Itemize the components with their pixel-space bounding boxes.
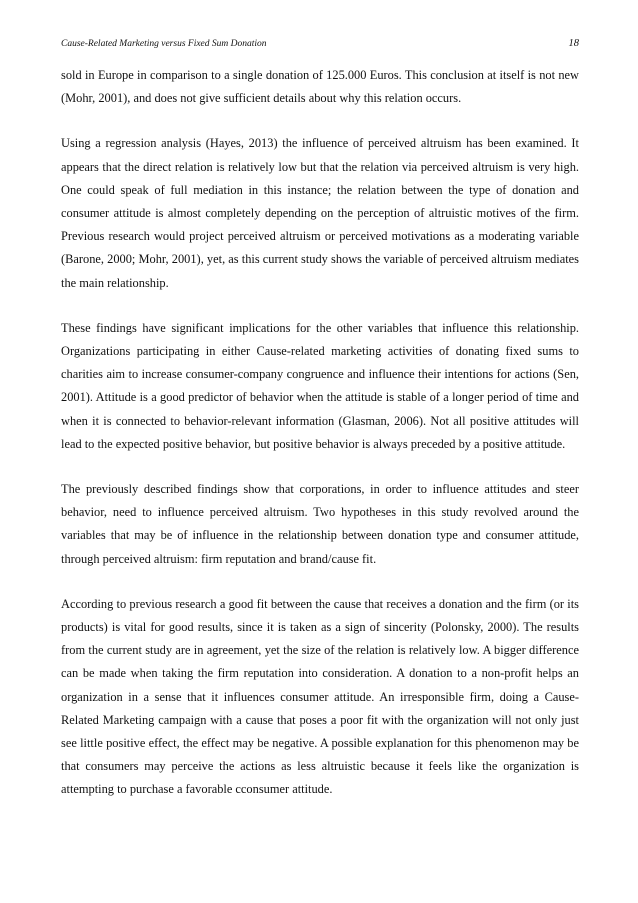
paragraph-regression-analysis: Using a regression analysis (Hayes, 2013) the influence of perceived altruism has been examined. It appears that the direct relation is relatively low but that the relation via perceived altruism is very high. One could speak of full mediation in this instance; the relation between the type of donation and consumer attitude is almost completely depending on the perception of altruistic motives of the firm. Previous research would project perceived altruism or perceived motivations as a moderating variable (Barone, 2000; Mohr, 2001), yet, as this current study shows the variable of perceived altruism mediates the main relationship.: [61, 136, 579, 290]
page-number: 18: [568, 38, 579, 49]
paragraph-fit-and-reputation: According to previous research a good fit between the cause that receives a donation and the firm (or its products) is vital for good results, since it is taken as a sign of sincerity (Polonsky, 2000). The results from the current study are in agreement, yet the size of the relation is relatively low. A bigger difference can be made when taking the firm reputation into consideration. A donation to a non-profit helps an organization in a sense that it influences consumer attitude. An irresponsible firm, doing a Cause-Related Marketing campaign with a cause that poses a poor fit with the organization will not only just see little positive effect, the effect may be negative. A possible explanation for this phenomenon may be that consumers may perceive the actions as less altruistic because it feels like the organization is attempting to purchase a favorable cconsumer attitude.: [61, 596, 579, 797]
running-title: Cause-Related Marketing versus Fixed Sum Donation: [61, 39, 267, 49]
body-text: [61, 64, 579, 824]
paragraph-continuation: sold in Europe in comparison to a single donation of 125.000 Euros. This conclusion at itself is not new (Mohr, 2001), and does not give sufficient details about why this relation occurs.: [61, 68, 579, 106]
paragraph-findings: The previously described findings show that corporations, in order to influence attitudes and steer behavior, need to influence perceived altruism. Two hypotheses in this study revolved around the variables that may be of influence in the relationship between donation type and consumer attitude, through perceived altruism: firm reputation and brand/cause fit.: [61, 482, 579, 566]
running-header: [61, 37, 579, 51]
paragraph-implications: These findings have significant implications for the other variables that influence this relationship. Organizations participating in either Cause-related marketing activities of donating fixed sums to charities aim to increase consumer-company congruence and influence their intentions for actions (Sen, 2001). Attitude is a good predictor of behavior when the attitude is stable of a longer period of time and when it is connected to behavior-relevant information (Glasman, 2006). Not all positive attitudes will lead to the expected positive behavior, but positive behavior is always preceded by a positive attitude.: [61, 320, 579, 451]
